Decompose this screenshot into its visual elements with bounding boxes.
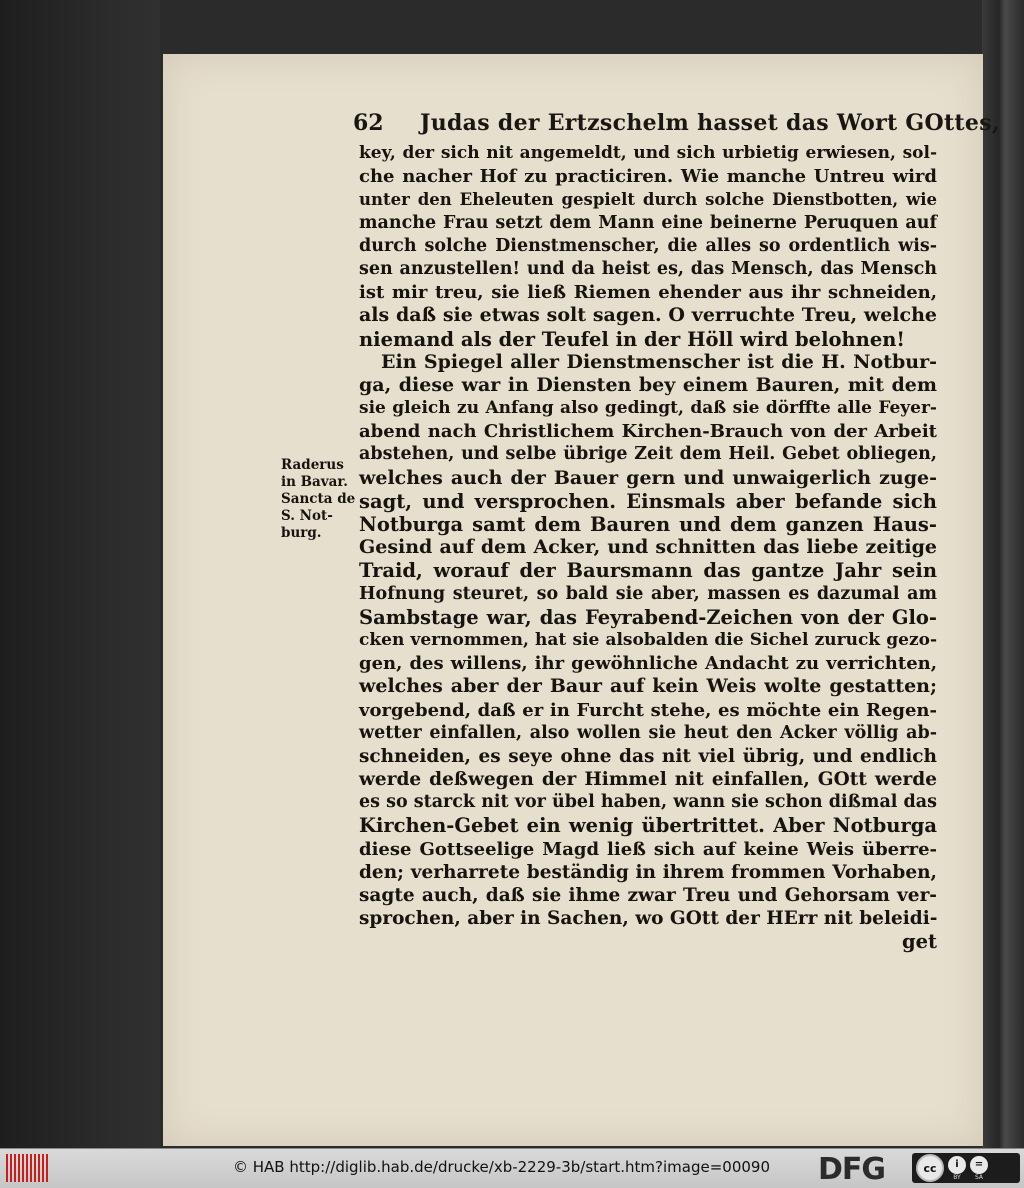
barcode-icon bbox=[6, 1154, 50, 1182]
body-text bbox=[359, 142, 937, 954]
text-line: manche Frau setzt dem Mann eine beinerne Peruquen auf bbox=[359, 212, 937, 233]
text-line: Gesind auf dem Acker, und schnitten das liebe zeitige bbox=[359, 536, 937, 559]
page-header bbox=[353, 110, 1000, 136]
sa-label: SA bbox=[974, 1173, 984, 1181]
text-line: Ein Spiegel aller Dienstmenscher ist die H. Notbur- bbox=[381, 350, 937, 373]
text-line: che nacher Hof zu practiciren. Wie manche Untreu wird bbox=[359, 166, 937, 188]
text-line: sagt, und versprochen. Einsmals aber befande sich bbox=[359, 489, 937, 513]
text-line: ga, diese war in Diensten bey einem Bauren, mit dem bbox=[359, 373, 937, 396]
text-line: sprochen, aber in Sachen, wo GOtt der HErr nit beleidi- bbox=[359, 908, 938, 930]
marginal-line: burg. bbox=[281, 525, 322, 541]
attribution-icon: i bbox=[948, 1156, 966, 1174]
text-line: niemand als der Teufel in der Höll wird belohnen! bbox=[359, 327, 905, 351]
text-line: als daß sie etwas solt sagen. O verruchte Treu, welche bbox=[359, 304, 937, 327]
footer-bar bbox=[0, 1148, 1024, 1188]
marginal-line: S. Not- bbox=[281, 508, 333, 524]
text-line: ist mir treu, sie ließ Riemen ehender aus ihr schneiden, bbox=[359, 282, 937, 304]
text-line: key, der sich nit angemeldt, und sich urbietig erwiesen, sol- bbox=[359, 143, 937, 163]
cc-license-badge[interactable] bbox=[912, 1153, 1020, 1183]
marginal-note bbox=[281, 457, 361, 542]
text-line: Sambstage war, das Feyrabend-Zeichen von der Glo- bbox=[359, 605, 937, 629]
text-line: Kirchen-Gebet ein wenig übertrittet. Aber Notburga bbox=[359, 814, 937, 838]
sa-group bbox=[970, 1156, 988, 1181]
text-line: unter den Eheleuten gespielt durch solche Dienstbotten, wie bbox=[359, 190, 937, 210]
text-line: gen, des willens, ihr gewöhnliche Andacht zu verrichten, bbox=[359, 653, 937, 675]
marginal-line: Raderus bbox=[281, 457, 344, 473]
text-line: den; verharrete beständig in ihrem frommen Vorhaben, bbox=[359, 861, 937, 883]
running-head: Judas der Ertzschelm hasset das Wort GOttes, bbox=[420, 110, 1000, 136]
text-line: abstehen, und selbe übrige Zeit dem Heil. Gebet obliegen, bbox=[359, 444, 937, 465]
text-line: diese Gottseelige Magd ließ sich auf keine Weis überre- bbox=[359, 838, 937, 860]
catchword: get bbox=[901, 930, 937, 954]
marginal-line: Sancta de bbox=[281, 491, 356, 507]
text-line: welches aber der Baur auf kein Weis wolte gestatten; bbox=[359, 675, 937, 698]
page-edge bbox=[982, 0, 1024, 1148]
book-spine-shadow bbox=[0, 0, 160, 1148]
text-line: cken vernommen, hat sie alsobalden die Sichel zuruck gezo- bbox=[359, 629, 937, 650]
copyright-link[interactable]: © HAB http://diglib.hab.de/drucke/xb-2229-3b/start.htm?image=00090 bbox=[233, 1158, 771, 1176]
text-line: Hofnung steuret, so bald sie aber, massen es dazumal am bbox=[359, 583, 937, 604]
text-line: Traid, worauf der Baursmann das gantze Jahr sein bbox=[359, 559, 937, 583]
text-line: Notburga samt dem Bauren und dem ganzen Haus- bbox=[359, 513, 937, 536]
text-line: sagte auch, daß sie ihme zwar Treu und Gehorsam ver- bbox=[359, 885, 937, 906]
share-alike-icon: = bbox=[970, 1156, 988, 1174]
cc-icon: cc bbox=[916, 1154, 944, 1182]
text-line: abend nach Christlichem Kirchen-Brauch von der Arbeit bbox=[359, 421, 937, 443]
text-line: es so starck nit vor übel haben, wann sie schon dißmal das bbox=[359, 792, 937, 813]
text-line: durch solche Dienstmenscher, die alles so ordentlich wis- bbox=[359, 235, 937, 256]
text-line: vorgebend, daß er in Furcht stehe, es möchte ein Regen- bbox=[359, 699, 937, 721]
text-line: werde deßwegen der Himmel nit einfallen, GOtt werde bbox=[359, 769, 937, 791]
text-line: welches auch der Bauer gern und unwaigerlich zuge- bbox=[359, 466, 937, 489]
marginal-line: in Bavar. bbox=[281, 474, 348, 490]
book-page bbox=[163, 54, 1000, 1146]
text-line: sen anzustellen! und da heist es, das Mensch, das Mensch bbox=[359, 258, 937, 279]
by-group bbox=[948, 1156, 966, 1181]
text-line: wetter einfallen, also wollen sie heut den Acker völlig ab- bbox=[359, 722, 937, 743]
text-line: schneiden, es seye ohne das nit viel übrig, und endlich bbox=[359, 745, 937, 767]
by-label: BY bbox=[953, 1173, 961, 1181]
dfg-logo[interactable]: DFG bbox=[818, 1152, 886, 1187]
text-line: sie gleich zu Anfang also gedingt, daß sie dörffte alle Feyer- bbox=[359, 398, 937, 419]
page-number: 62 bbox=[353, 110, 384, 136]
